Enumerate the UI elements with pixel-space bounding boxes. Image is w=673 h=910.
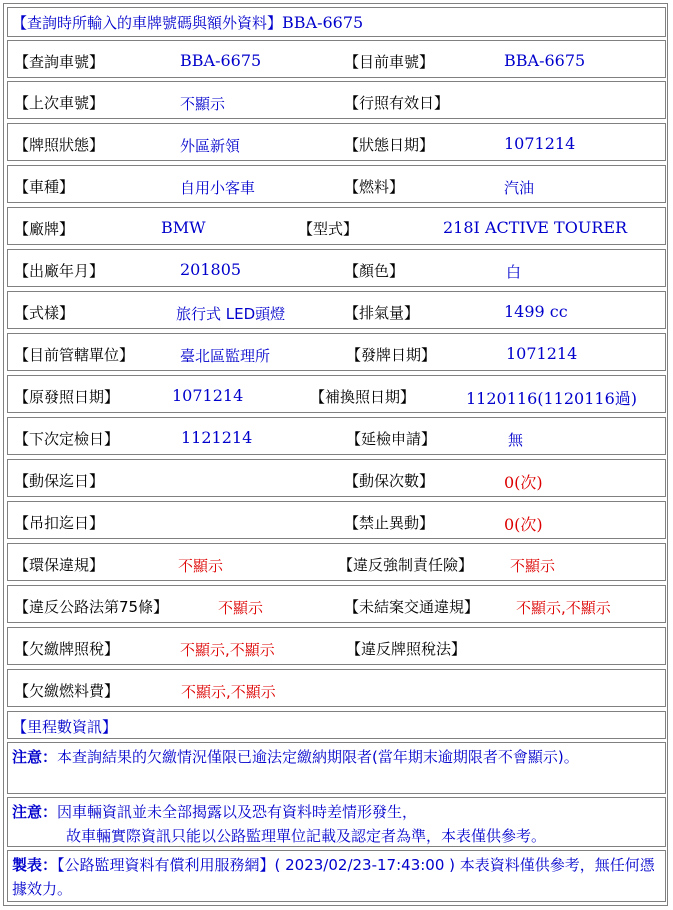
header-title-text: 【查詢時所輸入的車牌號碼與額外資料】: [12, 14, 283, 32]
value-jurisdiction: 臺北區監理所: [180, 347, 271, 365]
note-2-line1: 因車輛資訊並未全部揭露以及恐有資料時差情形發生，: [57, 803, 418, 821]
label-replacement-license-date: 【補換照日期】: [310, 388, 416, 406]
label-fuel: 【燃料】: [344, 178, 405, 196]
label-query-plate: 【查詢車號】: [14, 53, 105, 71]
value-manufacture-date: 201805: [180, 260, 242, 279]
label-inspection-extension: 【延檢申請】: [346, 430, 437, 448]
field-row-suspension-end: [7, 501, 666, 539]
note-1-label: 注意：: [12, 748, 58, 766]
value-brand: BMW: [161, 218, 206, 237]
value-fuel: 汽油: [504, 179, 535, 197]
field-row-jurisdiction: [7, 333, 666, 371]
note-2-line2: 故車輛實際資訊只能以公路監理單位記載及認定者為準，本表僅供參考。: [66, 827, 547, 845]
value-inspection-extension: 無: [508, 431, 524, 449]
field-row-brand: [7, 207, 666, 245]
value-plate-status: 外區新領: [180, 137, 241, 155]
field-row-unpaid-license-tax: [7, 627, 666, 665]
value-next-inspection: 1121214: [181, 428, 253, 447]
note-2-label: 注意：: [12, 803, 58, 821]
label-style: 【式樣】: [14, 304, 75, 322]
field-row-chattel-mortgage-end: [7, 459, 666, 497]
field-row-query-plate: [7, 40, 666, 78]
label-previous-plate: 【上次車號】: [14, 94, 105, 112]
field-row-vehicle-type: [7, 165, 666, 203]
header-row: [7, 7, 666, 37]
label-plate-status: 【牌照狀態】: [14, 136, 105, 154]
value-replacement-license-date: 1120116(1120116過): [466, 389, 638, 408]
label-chattel-mortgage-end: 【動保迄日】: [14, 472, 105, 490]
value-unpaid-license-tax: 不顯示,不顯示: [180, 641, 275, 659]
value-unpaid-fuel-fee: 不顯示,不顯示: [181, 683, 276, 701]
label-color: 【顏色】: [344, 262, 405, 280]
mileage-label: 【里程數資訊】: [12, 718, 118, 736]
footer-text: 【公路監理資料有償利用服務網】( 2023/02/23-17:43:00 ) 本表資料僅供參考，無任何憑據效力。: [12, 856, 655, 898]
value-chattel-mortgage-count: 0(次): [504, 473, 543, 492]
value-color: 白: [506, 263, 522, 281]
field-row-plate-status: [7, 123, 666, 161]
field-row-previous-plate: [7, 81, 666, 119]
label-next-inspection: 【下次定檢日】: [14, 430, 120, 448]
note-1-text: 本查詢結果的欠繳情況僅限已逾法定繳納期限者(當年期末逾期限者不會顯示)。: [57, 748, 579, 766]
value-displacement: 1499 cc: [504, 302, 568, 321]
value-transfer-prohibited: 0(次): [504, 515, 543, 534]
value-open-traffic-violation: 不顯示,不顯示: [516, 599, 611, 617]
field-row-original-license-date: [7, 375, 666, 413]
field-row-manufacture-date: [7, 249, 666, 287]
field-row-environmental-violation: [7, 543, 666, 581]
mileage-row: [7, 711, 666, 739]
label-displacement: 【排氣量】: [344, 304, 420, 322]
field-row-unpaid-fuel-fee: [7, 669, 666, 707]
note-2: [7, 797, 666, 847]
label-unpaid-fuel-fee: 【欠繳燃料費】: [14, 682, 120, 700]
note-1: [7, 742, 666, 794]
label-model: 【型式】: [298, 220, 359, 238]
field-row-highway-act-violation: [7, 585, 666, 623]
footer-note: [7, 850, 666, 902]
label-compulsory-insurance-violation: 【違反強制責任險】: [338, 556, 474, 574]
label-license-valid-date: 【行照有效日】: [344, 94, 450, 112]
header-plate: BBA-6675: [282, 13, 364, 32]
value-model: 218I ACTIVE TOURER: [443, 218, 628, 237]
value-style: 旅行式 LED頭燈: [176, 305, 286, 323]
label-vehicle-type: 【車種】: [14, 178, 75, 196]
value-current-plate: BBA-6675: [504, 51, 586, 70]
value-environmental-violation: 不顯示: [178, 557, 224, 575]
value-vehicle-type: 自用小客車: [180, 179, 256, 197]
header-title: [12, 12, 363, 33]
value-previous-plate: 不顯示: [180, 95, 226, 113]
label-original-license-date: 【原發照日期】: [14, 388, 120, 406]
value-compulsory-insurance-violation: 不顯示: [510, 557, 556, 575]
label-issue-date: 【發牌日期】: [346, 346, 437, 364]
value-issue-date: 1071214: [506, 344, 578, 363]
label-license-tax-act-violation: 【違反牌照稅法】: [346, 640, 467, 658]
label-chattel-mortgage-count: 【動保次數】: [344, 472, 435, 490]
label-suspension-end: 【吊扣迄日】: [14, 514, 105, 532]
label-status-date: 【狀態日期】: [344, 136, 435, 154]
footer-label: 製表：: [12, 856, 58, 874]
label-manufacture-date: 【出廠年月】: [14, 262, 105, 280]
field-row-style: [7, 291, 666, 329]
value-original-license-date: 1071214: [172, 386, 244, 405]
label-transfer-prohibited: 【禁止異動】: [344, 514, 435, 532]
label-brand: 【廠牌】: [14, 220, 75, 238]
value-query-plate: BBA-6675: [180, 51, 262, 70]
value-highway-act-violation: 不顯示: [218, 599, 264, 617]
label-current-plate: 【目前車號】: [344, 53, 435, 71]
label-jurisdiction: 【目前管轄單位】: [14, 346, 135, 364]
label-open-traffic-violation: 【未結案交通違規】: [344, 598, 480, 616]
label-unpaid-license-tax: 【欠繳牌照稅】: [14, 640, 120, 658]
value-status-date: 1071214: [504, 134, 576, 153]
label-environmental-violation: 【環保違規】: [14, 556, 105, 574]
label-highway-act-violation: 【違反公路法第75條】: [14, 598, 169, 616]
field-row-next-inspection: [7, 417, 666, 455]
